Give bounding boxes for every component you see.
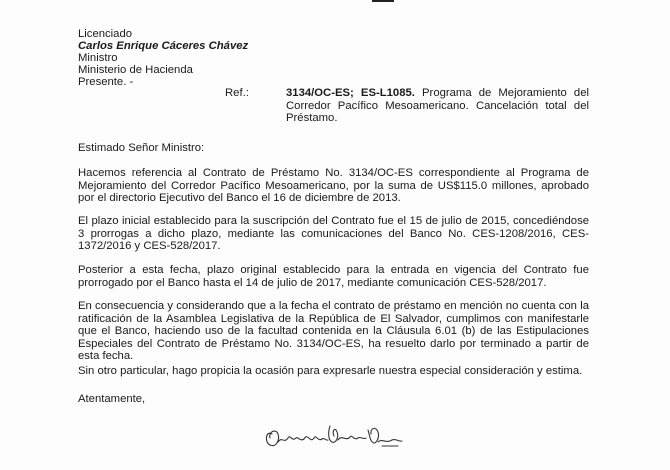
paragraph-closing-remarks: Sin otro particular, hago propicia la ocasión para expresarle nuestra especial consideración y estima. — [78, 365, 583, 377]
reference-label: Ref.: — [225, 87, 249, 99]
handwritten-signature — [258, 412, 408, 462]
addressee-name: Carlos Enrique Cáceres Chávez — [78, 40, 249, 52]
addressee-title: Licenciado — [78, 28, 133, 40]
reference-codes: 3134/OC-ES; ES-L1085. — [286, 87, 415, 99]
addressee-position: Ministro — [78, 52, 118, 64]
closing: Atentamente, — [78, 393, 146, 405]
header-mark — [372, 0, 394, 2]
salutation: Estimado Señor Ministro: — [78, 142, 205, 154]
addressee-presente: Presente. - — [78, 76, 134, 88]
paragraph-extension: Posterior a esta fecha, plazo original establecido para la entrada en vigencia del Contrato fue prorrogado por el Banco hasta el 14 de julio de 2017, mediante comunicación CES-528/2017. — [78, 264, 589, 289]
reference-text: Programa de Mejoramiento del Corredor Pacífico Mesoamericano. Cancelación total del Préstamo. — [286, 87, 590, 124]
paragraph-initial-deadline: El plazo inicial establecido para la suscripción del Contrato fue el 15 de julio de 2015, concediéndose 3 prorrogas a dicho plazo, mediante las comunicaciones del Banco No. CES-1208/2016, CES-1372/2016 y CES-528/2017. — [78, 215, 589, 252]
addressee-ministry: Ministerio de Hacienda — [78, 64, 193, 76]
paragraph-termination: En consecuencia y considerando que a la fecha el contrato de préstamo en mención no cuenta con la ratificación de la Asamblea Legislativa de la República de El Salvador, cumplimos con manifestarle que el Banco, haciendo uso de la facultad contenida en la Cláusula 6.01 (b) de las Estipulaciones Especiales del Contrato de Préstamo No. 3134/OC-ES, ha resuelto darlo por terminado a partir de esta fecha. — [78, 300, 589, 362]
paragraph-contract-reference: Hacemos referencia al Contrato de Préstamo No. 3134/OC-ES correspondiente al Programa de Mejoramiento del Corredor Pacífico Mesoamericano, por la suma de US$115.0 millones, aprobado por el directorio Ejecutivo del Banco el 16 de diciembre de 2013. — [78, 167, 589, 204]
reference-block — [286, 87, 589, 125]
